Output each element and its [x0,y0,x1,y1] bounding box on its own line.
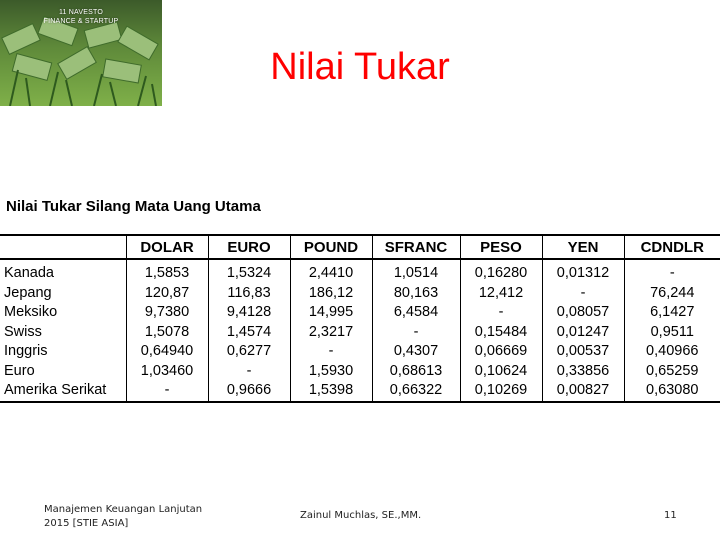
column-header-pound: POUND [290,235,372,259]
table-cell: - [290,342,372,362]
column-header-cdndlr: CDNDLR [624,235,720,259]
table-cell: 0,01312 [542,259,624,284]
table-cell: 1,4574 [208,323,290,343]
table-cell: 0,10624 [460,362,542,382]
column-header-empty [0,235,126,259]
row-label: Meksiko [0,303,126,323]
table-row [0,362,720,382]
logo-text-line2: FINANCE & STARTUP [43,18,119,25]
row-label: Amerika Serikat [0,381,126,402]
row-label: Inggris [0,342,126,362]
table-cell: 0,33856 [542,362,624,382]
table-cell: - [669,265,675,281]
column-header-yen: YEN [542,235,624,259]
table-cell: 0,63080 [624,381,720,402]
table-cell: 0,01247 [542,323,624,343]
table-cell: 120,87 [126,284,208,304]
table-cell: 2,4410 [290,259,372,284]
footer-course-line2: 2015 [STIE ASIA] [44,518,129,529]
row-label: Kanada [0,259,126,284]
table-cell: 6,4584 [372,303,460,323]
table-row [0,381,720,402]
table-cell: 0,65259 [646,362,699,379]
table-row [0,303,720,323]
logo-text-line1: 11 NAVESTO [58,9,104,16]
table-row [0,259,720,284]
table-cell: 1,5398 [290,381,372,402]
table-cell: 0,9666 [208,381,290,402]
table-cell: 1,5078 [126,323,208,343]
table-cell: 2,3217 [290,323,372,343]
table-cell: 0,66322 [372,381,460,402]
table-cell: 12,412 [460,284,542,304]
table-row [0,284,720,304]
table-cell: 0,6277 [208,342,290,362]
table-cell: - [372,323,460,343]
table-cell: 0,00537 [542,342,624,362]
row-label: Swiss [0,323,126,343]
table-cell: 76,244 [650,284,695,301]
table-cell: 1,5853 [126,259,208,284]
exchange-rate-table [0,234,720,403]
table-cell: - [542,284,624,304]
footer-author: Zainul Muchlas, SE.,MM. [300,510,422,521]
table-cell: 80,163 [372,284,460,304]
column-header-dolar: DOLAR [126,235,208,259]
table-cell: 0,10269 [460,381,542,402]
table-cell: 0,4307 [372,342,460,362]
table-cell: 9,7380 [126,303,208,323]
table-cell: 0,15484 [460,323,542,343]
table-cell: 0,08057 [542,303,624,323]
table-cell: 0,00827 [542,381,624,402]
table-cell: - [126,381,208,402]
table-cell: - [208,362,290,382]
table-row [0,323,720,343]
table-cell: 6,1427 [650,304,695,320]
logo-text [0,8,162,26]
slide-title: Nilai Tukar [270,46,450,88]
table-row [0,342,720,362]
table-cell: 1,5324 [208,259,290,284]
table-cell: 0,64940 [126,342,208,362]
footer-course-line1: Manajemen Keuangan Lanjutan [44,504,203,515]
table-cell: 14,995 [290,303,372,323]
table-cell: - [460,303,542,323]
table-cell: 9,4128 [208,303,290,323]
footer-page-number: 11 [664,510,677,521]
table-cell: 1,03460 [126,362,208,382]
column-header-peso: PESO [460,235,542,259]
table-cell: 116,83 [208,284,290,304]
footer-course-info [44,503,202,531]
table-cell: 0,40966 [646,343,699,359]
column-header-sfranc: SFRANC [372,235,460,259]
table-cell: 1,0514 [372,259,460,284]
table-cell: 186,12 [290,284,372,304]
table-subtitle: Nilai Tukar Silang Mata Uang Utama [6,198,261,215]
table-cell: 0,16280 [460,259,542,284]
column-header-euro: EURO [208,235,290,259]
table-cell: 0,06669 [460,342,542,362]
table-header-row [0,235,720,259]
table-cell: 0,9511 [650,323,694,340]
table-cell: 1,5930 [290,362,372,382]
row-label: Jepang [0,284,126,304]
row-label: Euro [0,362,126,382]
table-cell: 0,68613 [372,362,460,382]
